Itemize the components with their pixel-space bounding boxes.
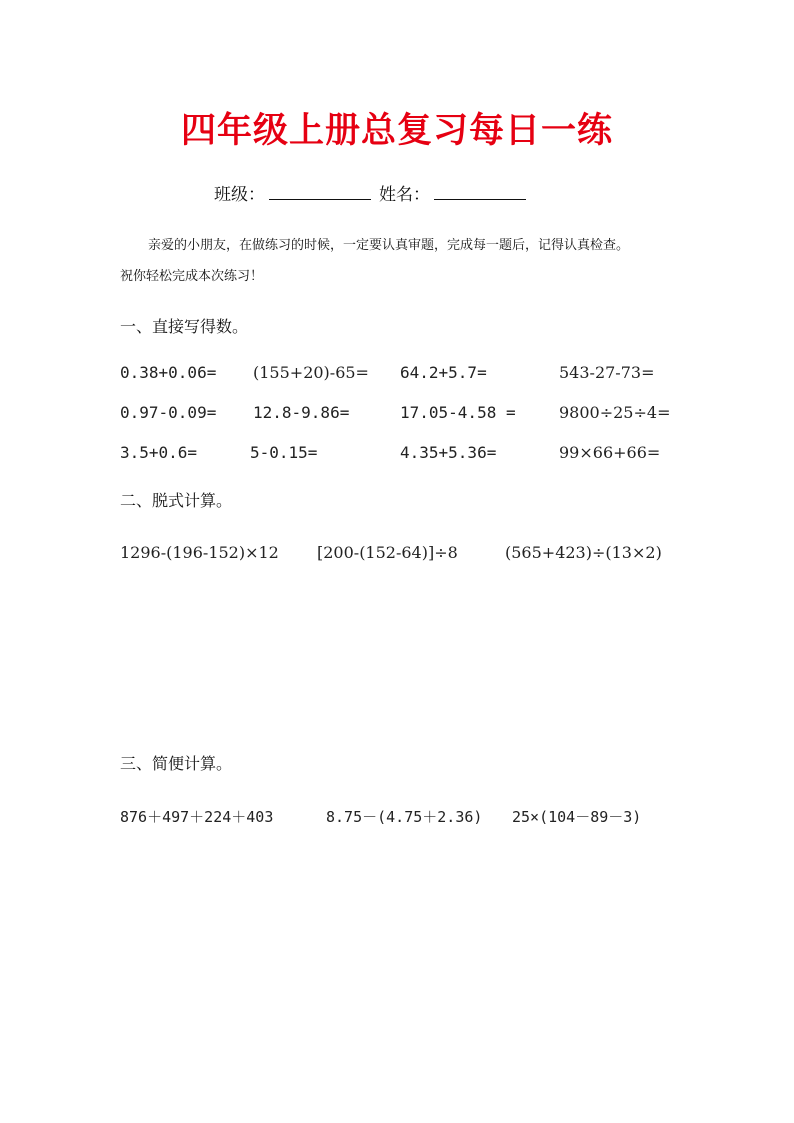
oral-calc-item: 4.35+5.36= xyxy=(400,443,497,462)
oral-calc-item: 17.05-4.58 = xyxy=(400,403,516,422)
oral-calc-item: 9800÷25÷4= xyxy=(559,403,671,422)
name-blank[interactable] xyxy=(434,183,526,200)
class-blank[interactable] xyxy=(269,183,371,200)
step-calc-item: (565+423)÷(13×2) xyxy=(505,543,662,562)
oral-calc-item: (155+20)-65= xyxy=(253,363,369,382)
oral-calc-item: 5-0.15= xyxy=(250,443,318,462)
oral-calc-item: 0.97-0.09= xyxy=(120,403,217,422)
section-3-heading: 三、简便计算。 xyxy=(120,754,233,773)
simple-calc-item: 8.75－(4.75＋2.36) xyxy=(326,808,483,826)
section-1-heading: 一、直接写得数。 xyxy=(120,317,249,336)
step-calc-item: 1296-(196-152)×12 xyxy=(120,543,279,562)
oral-calc-item: 64.2+5.7= xyxy=(400,363,487,382)
step-calc-item: [200-(152-64)]÷8 xyxy=(317,543,458,562)
section-2-heading: 二、脱式计算。 xyxy=(120,491,233,510)
intro-line-2: 祝你轻松完成本次练习！ xyxy=(120,269,264,284)
oral-calc-item: 543-27-73= xyxy=(559,363,655,382)
simple-calc-item: 876＋497＋224＋403 xyxy=(120,808,274,826)
oral-calc-item: 12.8-9.86= xyxy=(253,403,350,422)
oral-calc-item: 99×66+66= xyxy=(559,443,661,462)
student-info-line xyxy=(214,180,526,205)
oral-calc-item: 3.5+0.6= xyxy=(120,443,198,462)
name-label: 姓名： xyxy=(379,185,430,205)
oral-calc-item: 0.38+0.06= xyxy=(120,363,217,382)
simple-calc-item: 25×(104－89－3) xyxy=(512,808,642,826)
class-label: 班级： xyxy=(214,185,265,205)
page-title: 四年级上册总复习每日一练 xyxy=(180,110,613,151)
intro-line-1: 亲爱的小朋友，在做练习的时候，一定要认真审题，完成每一题后，记得认真检查。 xyxy=(148,238,630,253)
